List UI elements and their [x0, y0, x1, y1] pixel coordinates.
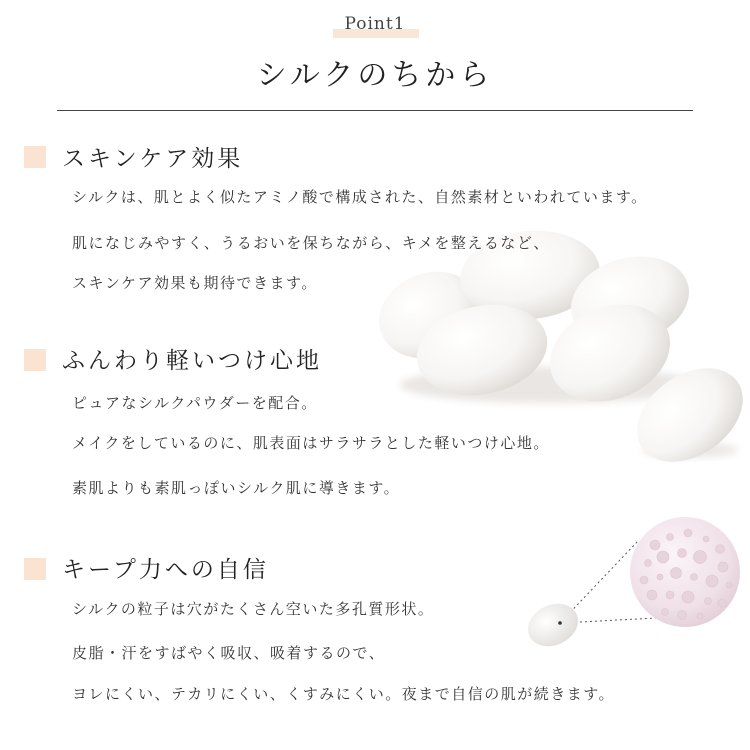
section-line: 肌になじみやすく、うるおいを保ちながら、キメを整えるなど、 [72, 234, 550, 252]
section-line: ヨレにくい、テカリにくい、くすみにくい。夜まで自信の肌が続きます。 [72, 685, 616, 703]
square-marker-icon [24, 558, 46, 580]
square-marker-icon [24, 146, 46, 168]
section-line: シルクの粒子は穴がたくさん空いた多孔質形状。 [72, 600, 435, 618]
section-heading: ふんわり軽いつけ心地 [62, 348, 322, 374]
section-heading: スキンケア効果 [62, 146, 244, 172]
square-marker-icon [24, 349, 46, 371]
section-line: シルクは、肌とよく似たアミノ酸で構成された、自然素材といわれています。 [72, 188, 648, 206]
section-skincare [0, 140, 750, 300]
section-light-feel [0, 342, 750, 502]
section-line: ピュアなシルクパウダーを配合。 [72, 394, 318, 412]
section-heading: キープ力への自信 [62, 557, 269, 583]
section-line: メイクをしているのに、肌表面はサラサラとした軽いつけ心地。 [72, 434, 550, 452]
header [0, 0, 750, 112]
point-label: Point1 [344, 14, 406, 34]
section-line: 皮脂・汗をすばやく吸収、吸着するので、 [72, 644, 386, 662]
title-divider [57, 110, 693, 111]
section-keep-power [0, 551, 750, 711]
section-line: 素肌よりも素肌っぽいシルク肌に導きます。 [72, 479, 401, 497]
section-line: スキンケア効果も期待できます。 [72, 274, 318, 292]
page-title: シルクのちから [256, 58, 494, 93]
